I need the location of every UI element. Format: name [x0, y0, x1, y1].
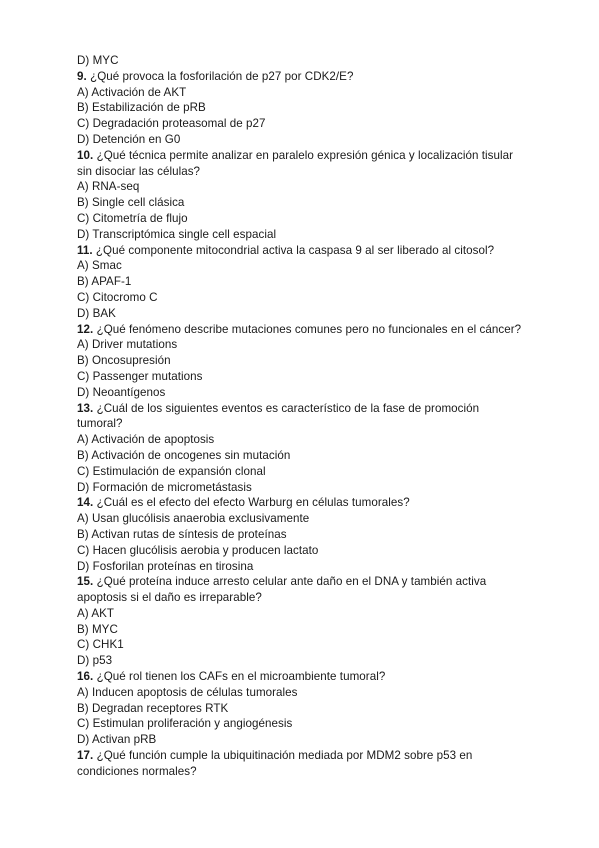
question-text: ¿Qué provoca la fosforilación de p27 por CDK2/E? [90, 69, 354, 83]
question-stem [77, 322, 527, 338]
answer-option: A) Smac [77, 259, 122, 273]
answer-option: A) Activación de apoptosis [77, 433, 215, 447]
answer-option: D) BAK [77, 306, 116, 320]
answer-option: A) Driver mutations [77, 338, 178, 352]
answer-option: B) Estabilización de pRB [77, 101, 206, 115]
question-text: ¿Qué rol tienen los CAFs en el microambiente tumoral? [96, 670, 386, 684]
question-number: 15. [77, 575, 94, 589]
question-text: ¿Cuál es el efecto del efecto Warburg en células tumorales? [96, 496, 410, 510]
answer-option: B) MYC [77, 622, 118, 636]
question-number: 12. [77, 322, 94, 336]
answer-option: D) MYC [77, 54, 119, 67]
answer-option: C) CHK1 [77, 638, 124, 652]
answer-option: C) Citocromo C [77, 290, 158, 304]
answer-option: D) Transcriptómica single cell espacial [77, 227, 277, 241]
answer-option: C) Estimulan proliferación y angiogénesis [77, 717, 293, 731]
question-text: ¿Qué fenómeno describe mutaciones comunes pero no funcionales en el cáncer? [96, 322, 522, 336]
question-stem [77, 401, 527, 433]
answer-option: D) Activan pRB [77, 733, 157, 747]
answer-option: A) AKT [77, 606, 115, 620]
question-number: 16. [77, 670, 94, 684]
question-stem [77, 69, 527, 85]
answer-option: C) Hacen glucólisis aerobia y producen lactato [77, 543, 319, 557]
answer-option: D) Formación de micrometástasis [77, 480, 252, 494]
answer-option: A) Inducen apoptosis de células tumorales [77, 685, 298, 699]
answer-option: C) Estimulación de expansión clonal [77, 464, 266, 478]
question-text: ¿Cuál de los siguientes eventos es característico de la fase de promoción tumoral? [77, 401, 480, 431]
answer-option: B) Oncosupresión [77, 354, 171, 368]
question-stem [77, 243, 527, 259]
question-number: 10. [77, 148, 94, 162]
answer-option: A) Activación de AKT [77, 85, 187, 99]
answer-option: D) Fosforilan proteínas en tirosina [77, 559, 254, 573]
question-number: 17. [77, 749, 94, 763]
answer-option: B) Single cell clásica [77, 196, 185, 210]
question-number: 9. [77, 69, 87, 83]
answer-option: B) Activan rutas de síntesis de proteínas [77, 527, 287, 541]
answer-option: B) Degradan receptores RTK [77, 701, 229, 715]
question-stem [77, 495, 527, 511]
answer-option: A) RNA-seq [77, 180, 140, 194]
question-number: 11. [77, 243, 93, 257]
question-number: 14. [77, 496, 94, 510]
answer-option: D) Detención en G0 [77, 132, 181, 146]
question-stem [77, 748, 527, 780]
answer-option: C) Citometría de flujo [77, 211, 188, 225]
question-text: ¿Qué proteína induce arresto celular ante daño en el DNA y también activa apoptosis si el daño es irreparable? [77, 575, 487, 605]
question-text: ¿Qué función cumple la ubiquitinación mediada por MDM2 sobre p53 en condiciones normales? [77, 749, 473, 778]
question-text: ¿Qué componente mitocondrial activa la caspasa 9 al ser liberado al citosol? [95, 243, 495, 257]
answer-option: A) Usan glucólisis anaerobia exclusivamente [77, 512, 310, 526]
question-stem [77, 574, 527, 606]
question-number: 13. [77, 401, 94, 415]
answer-option: D) Neoantígenos [77, 385, 166, 399]
answer-option: D) p53 [77, 654, 113, 668]
answer-option: C) Passenger mutations [77, 369, 203, 383]
question-stem [77, 669, 527, 685]
answer-option: B) APAF-1 [77, 275, 132, 289]
document-body [77, 53, 527, 780]
question-text: ¿Qué técnica permite analizar en paralelo expresión génica y localización tisular sin disociar las células? [77, 148, 514, 178]
answer-option: B) Activación de oncogenes sin mutación [77, 448, 291, 462]
answer-option: C) Degradación proteasomal de p27 [77, 117, 266, 131]
question-stem [77, 148, 527, 180]
